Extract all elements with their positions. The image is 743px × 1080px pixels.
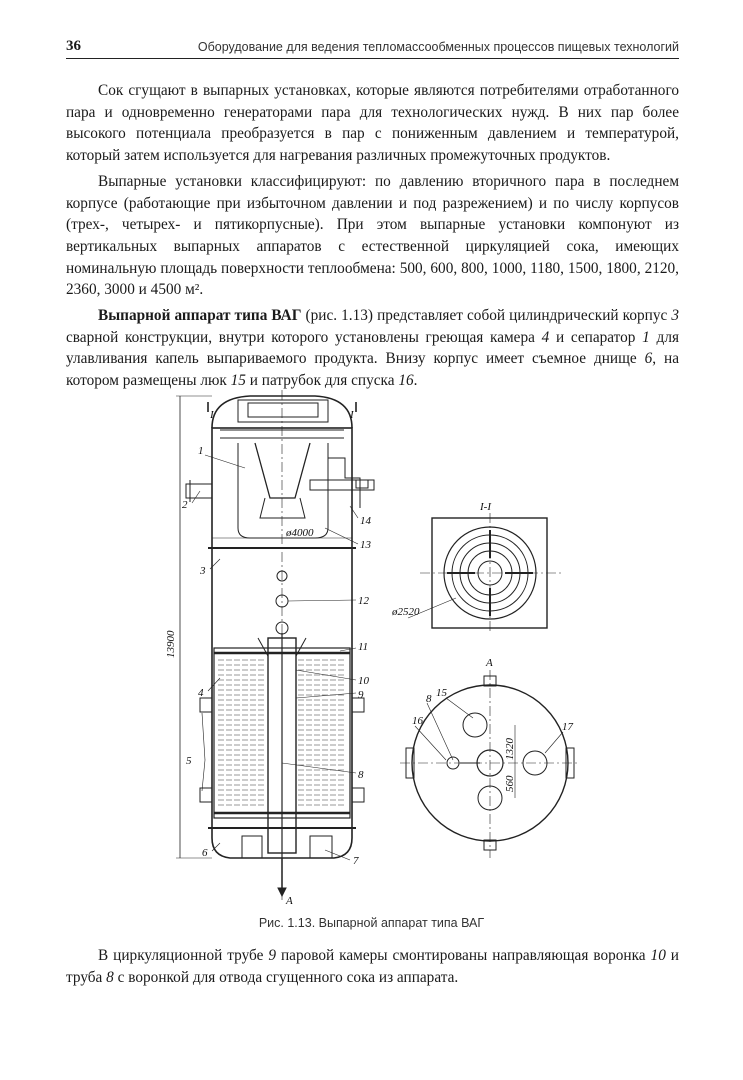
- label-8: 8: [358, 769, 364, 781]
- evaporator-drawing: [150, 388, 600, 908]
- dim-1320: 1320: [504, 738, 516, 760]
- ref-number: 16: [398, 372, 414, 390]
- diameter-small: ø2520: [392, 606, 420, 618]
- diameter-label: ø4000: [286, 527, 314, 539]
- page-number: 36: [66, 38, 81, 54]
- text-run: сварной конструкции, внутри которого установлены греющая камера: [66, 328, 542, 346]
- label-8b: 8: [426, 693, 432, 705]
- height-dimension: 13900: [165, 630, 177, 658]
- paragraph-1: Сок сгущают в выпарных установках, которые являются потребителями отработанного пара и одновременно генераторами пара для технологических нужд. В них пар более высокого потенциала преобразуется в пар с пониженным давлением и температурой, который затем используется для нагревания различных промежуточных продуктов.: [66, 82, 679, 165]
- label-5: 5: [186, 755, 192, 767]
- label-10: 10: [358, 675, 369, 687]
- paragraph-3: [66, 305, 679, 392]
- text-run: (рис. 1.13) представляет собой цилиндрический корпус: [301, 307, 672, 325]
- label-13: 13: [360, 539, 371, 551]
- label-12: 12: [358, 595, 369, 607]
- label-9: 9: [358, 689, 364, 701]
- label-7: 7: [353, 855, 359, 867]
- text-run: , на котором размещены люк: [66, 350, 680, 390]
- section-view: [408, 513, 562, 633]
- ref-number: 3: [671, 307, 679, 325]
- body-text: [66, 80, 679, 392]
- label-15: 15: [436, 687, 447, 699]
- ref-number: 6: [644, 350, 653, 368]
- ref-number: 10: [650, 947, 666, 964]
- text-run: с воронкой для отвода сгущенного сока из аппарата.: [113, 968, 459, 986]
- page-header: [66, 36, 679, 59]
- ref-number: 15: [230, 372, 246, 390]
- ref-number: 4: [541, 328, 550, 346]
- section-mark-right: I: [350, 409, 354, 421]
- text-run: .: [413, 372, 418, 390]
- ref-number: 9: [268, 947, 277, 964]
- leader-lines: [192, 455, 563, 860]
- text-run: для улавливания капель выпариваемого продукта. Внизу корпус имеет съемное днище: [66, 328, 679, 368]
- label-4: 4: [198, 687, 204, 699]
- dim-560: 560: [504, 775, 516, 792]
- figure-labels: [165, 409, 574, 907]
- ref-number: 8: [106, 968, 114, 986]
- label-14: 14: [360, 515, 371, 527]
- view-mark-bottom: A: [286, 895, 293, 907]
- ref-number: 1: [642, 328, 650, 346]
- running-title: Оборудование для ведения тепломассообменных процессов пищевых технологий: [197, 40, 679, 54]
- text-run: паровой камеры смонтированы направляющая воронка: [276, 947, 651, 964]
- text-run: и труба: [66, 947, 679, 986]
- label-3: 3: [200, 565, 206, 577]
- view-mark-top: A: [486, 657, 493, 669]
- text-run: и сепаратор: [549, 328, 643, 346]
- label-11: 11: [358, 641, 369, 653]
- vessel-side-view: [176, 390, 374, 900]
- term-vag: Выпарной аппарат типа ВАГ: [98, 307, 302, 325]
- label-6: 6: [202, 847, 208, 859]
- body-text-after-figure: [66, 945, 679, 988]
- figure-caption: Рис. 1.13. Выпарной аппарат типа ВАГ: [258, 916, 485, 930]
- label-17: 17: [562, 721, 573, 733]
- paragraph-4: [66, 945, 679, 988]
- label-2: 2: [182, 499, 188, 511]
- section-title: I-I: [480, 501, 491, 513]
- section-mark-left: I: [210, 409, 214, 421]
- text-run: В циркуляционной трубе: [98, 947, 269, 964]
- text-run: и патрубок для спуска: [245, 372, 399, 390]
- label-16: 16: [412, 715, 423, 727]
- label-1: 1: [198, 445, 204, 457]
- paragraph-2: Выпарные установки классифицируют: по давлению вторичного пара в последнем корпусе (работающие при избыточном давлении и под разрежением) и по числу корпусов (трех-, четырех- и пятикорпусные). При этом выпарные установки компонуют из вертикальных выпарных аппаратов с естественной циркуляцией сока, имеющих номинальную площадь поверхности теплообмена: 500, 600, 800, 1000, 1180, 1500, 1800, 2120, 2360, 3000 и 4500 м².: [66, 172, 679, 299]
